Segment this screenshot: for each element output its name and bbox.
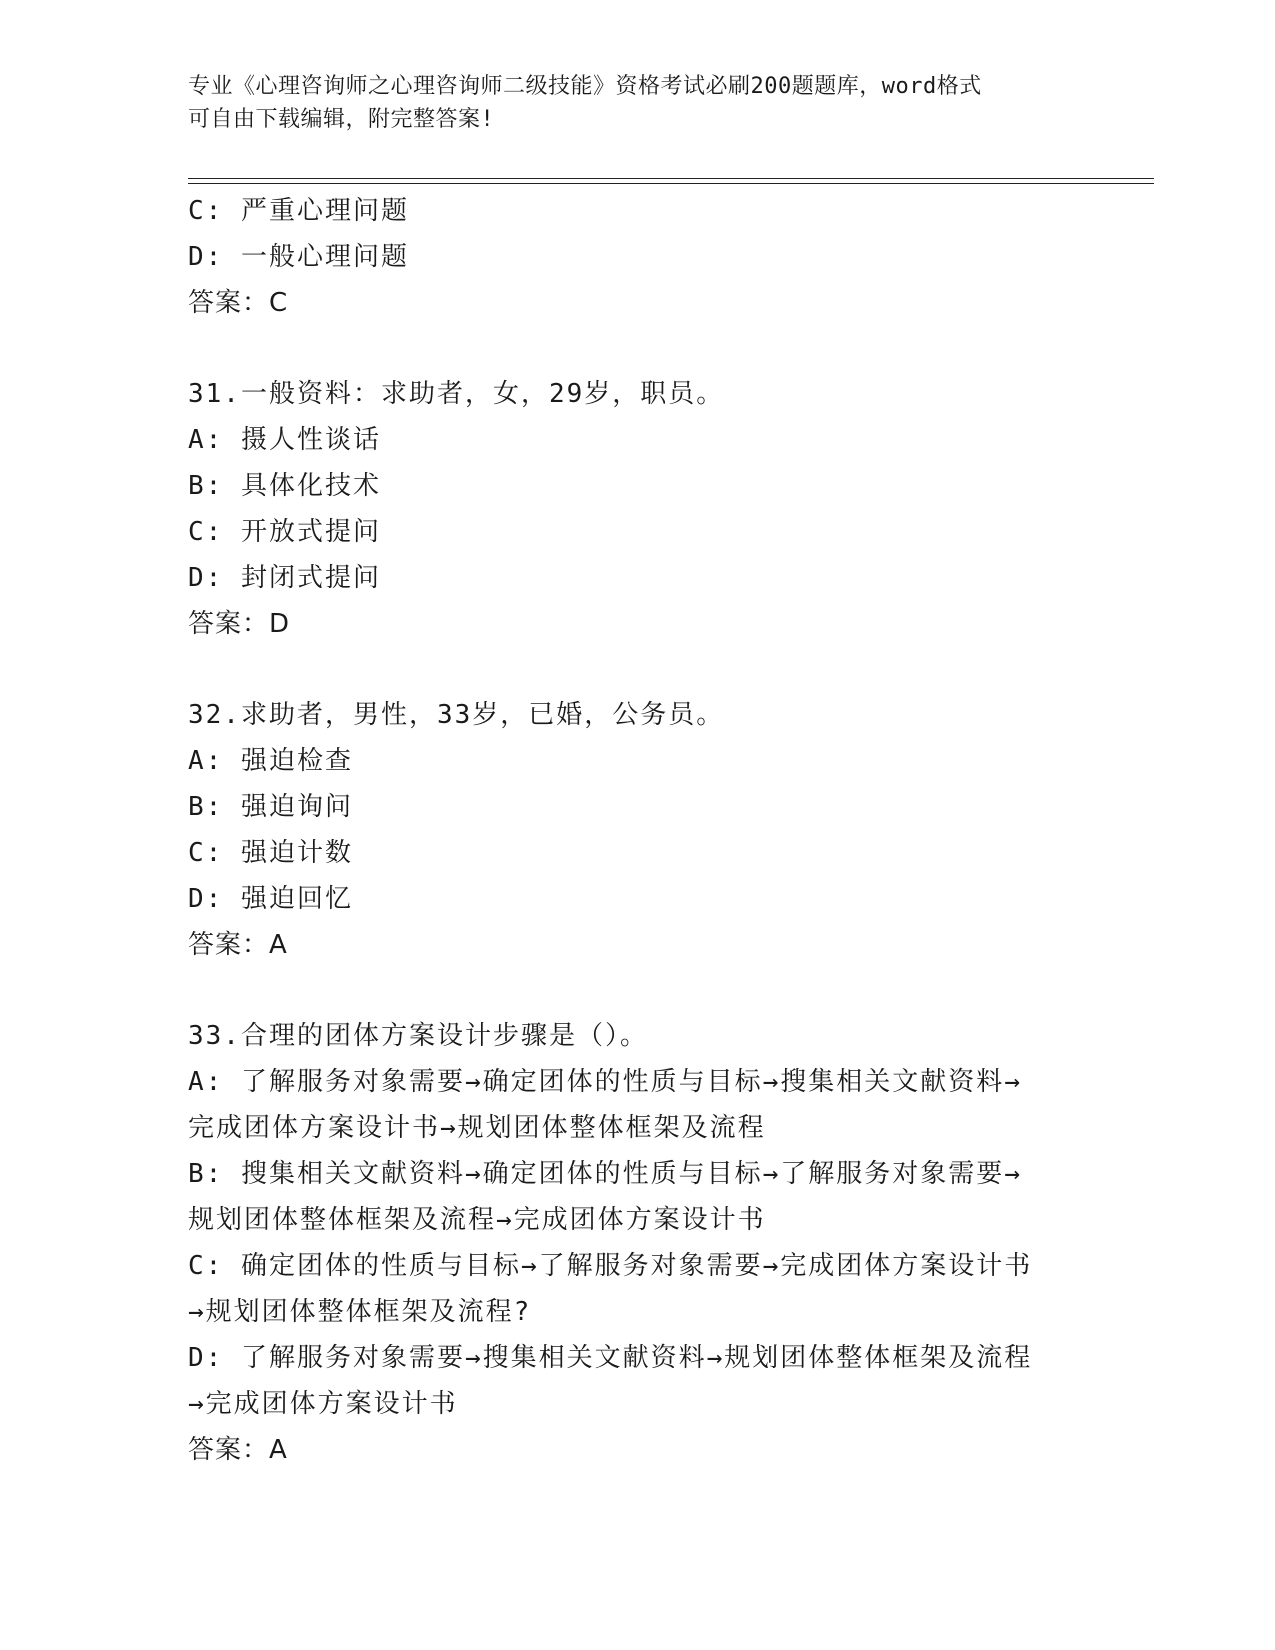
question-stem: 32.求助者，男性，33岁，已婚，公务员。 (188, 700, 725, 730)
question-32 (188, 692, 1088, 968)
option-a: A: 摄人性谈话 (188, 425, 381, 455)
page-header (188, 70, 1088, 136)
spacer (188, 326, 1088, 371)
answer-line: 答案：A (188, 1435, 288, 1465)
option-d-line-2: →完成团体方案设计书 (188, 1389, 458, 1419)
answer-line: 答案：D (188, 609, 291, 639)
option-c: C: 强迫计数 (188, 838, 353, 868)
option-c: C: 开放式提问 (188, 517, 381, 547)
answer-line: 答案：C (188, 288, 289, 318)
header-divider (188, 178, 1154, 184)
question-31 (188, 371, 1088, 647)
option-b-line-2: 规划团体整体框架及流程→完成团体方案设计书 (188, 1205, 766, 1235)
question-stem: 33.合理的团体方案设计步骤是（）。 (188, 1021, 648, 1051)
option-a-line-2: 完成团体方案设计书→规划团体整体框架及流程 (188, 1113, 766, 1143)
spacer (188, 968, 1088, 1013)
option-c-line-1: C: 确定团体的性质与目标→了解服务对象需要→完成团体方案设计书 (188, 1251, 1033, 1281)
option-b-line-1: B: 搜集相关文献资料→确定团体的性质与目标→了解服务对象需要→ (188, 1159, 1022, 1189)
header-line-2: 可自由下载编辑，附完整答案! (188, 107, 495, 132)
option-b: B: 强迫询问 (188, 792, 353, 822)
option-d: D: 一般心理问题 (188, 242, 409, 272)
document-body (188, 188, 1088, 1473)
header-line-1: 专业《心理咨询师之心理咨询师二级技能》资格考试必刷200题题库，word格式 (188, 74, 982, 99)
answer-line: 答案：A (188, 930, 288, 960)
option-b: B: 具体化技术 (188, 471, 381, 501)
question-stem: 31.一般资料：求助者，女，29岁，职员。 (188, 379, 725, 409)
option-c-line-2: →规划团体整体框架及流程? (188, 1297, 532, 1327)
option-d: D: 封闭式提问 (188, 563, 381, 593)
option-a: A: 强迫检查 (188, 746, 353, 776)
spacer (188, 647, 1088, 692)
option-a-line-1: A: 了解服务对象需要→确定团体的性质与目标→搜集相关文献资料→ (188, 1067, 1022, 1097)
option-d-line-1: D: 了解服务对象需要→搜集相关文献资料→规划团体整体框架及流程 (188, 1343, 1033, 1373)
option-d: D: 强迫回忆 (188, 884, 353, 914)
question-33 (188, 1013, 1088, 1473)
prev-question-tail (188, 188, 1088, 326)
option-c: C: 严重心理问题 (188, 196, 409, 226)
